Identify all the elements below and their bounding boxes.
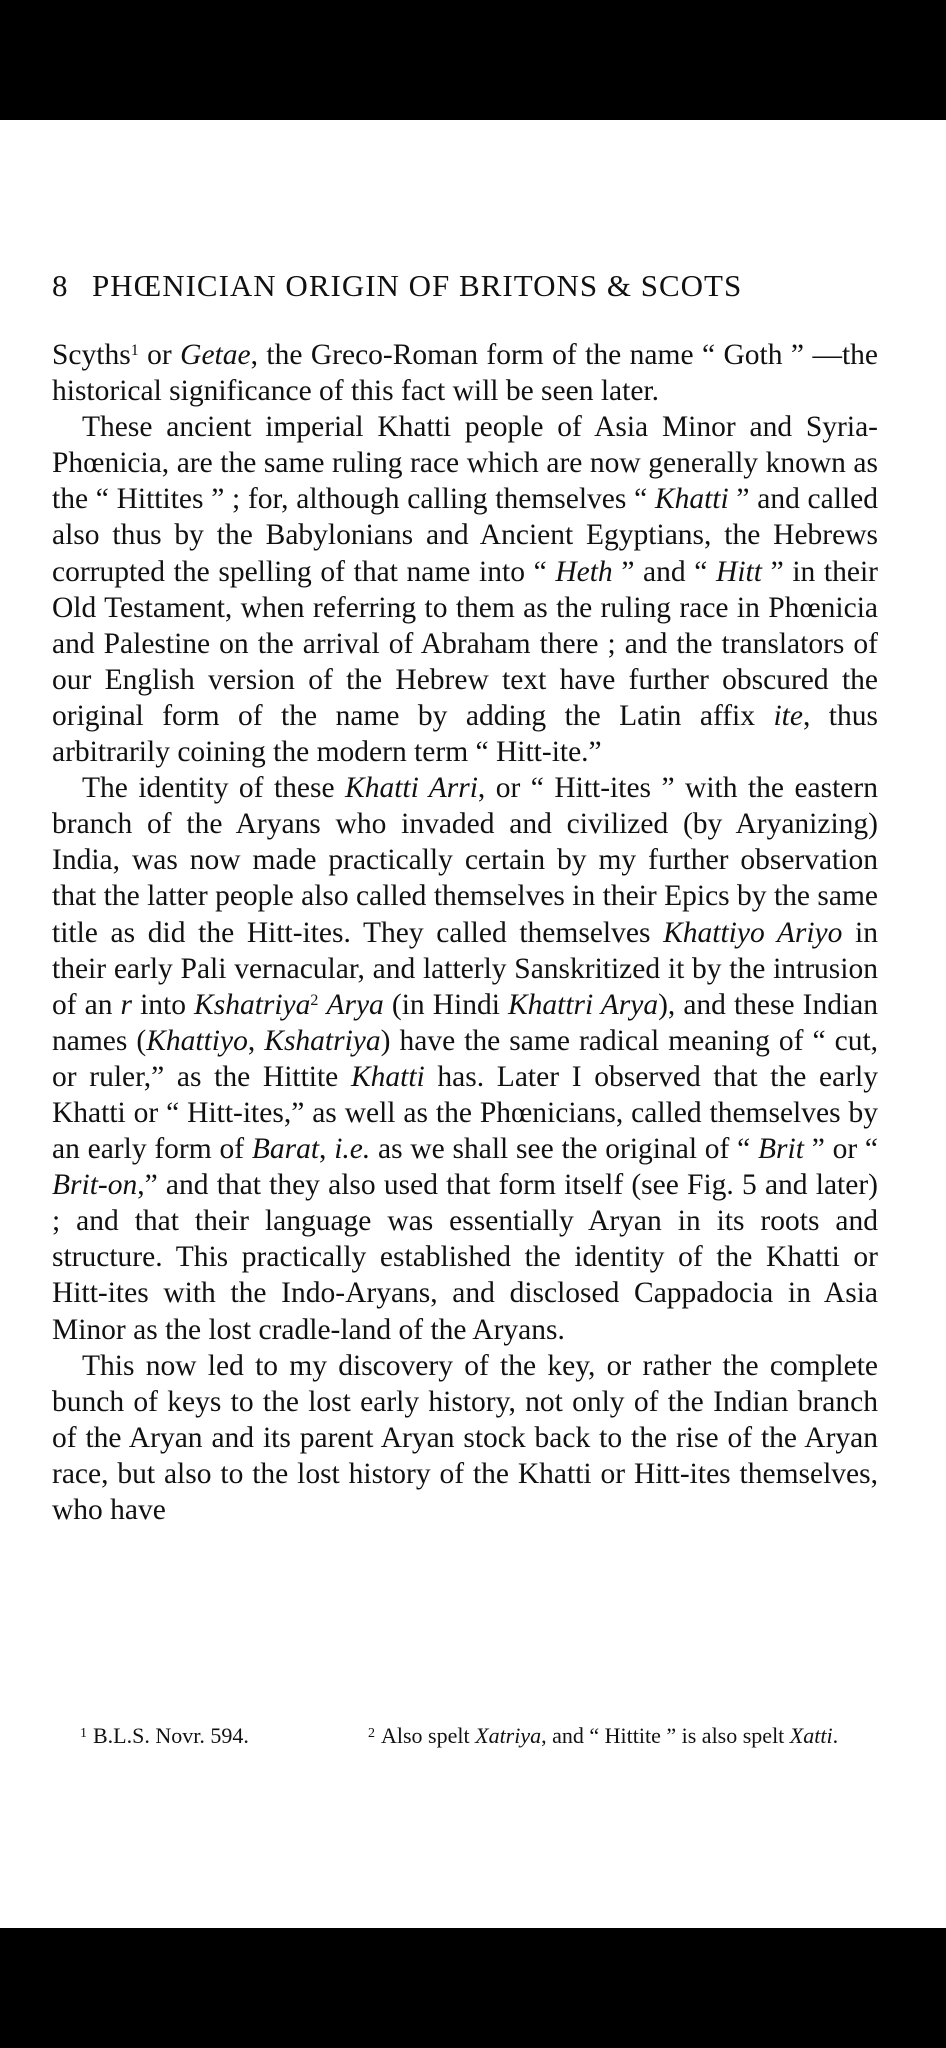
body-text [52, 337, 878, 1528]
footnote-marker: 2 [368, 1726, 375, 1741]
running-head [52, 268, 878, 304]
paragraph-3: The identity of these Khatti Arri, or “ Hitt-ites ” with the eastern branch of the Aryans who invaded and civilized (by Aryanizing) India, was now made practically certain by my further observation that the latter people also called themselves in their Epics by the same title as did the Hitt-ites. They called themselves Khattiyo Ariyo in their early Pali vernacular, and latterly Sanskritized it by the intrusion of an r into Kshatriya$^2$ Arya (in Hindi Khattri Arya), and these Indian names (Khattiyo, Kshatriya) have the same radical meaning of “ cut, or ruler,” as the Hittite Khatti has. Later I observed that the early Khatti or “ Hitt-ites,” as well as the Phœnicians, called themselves by an early form of Barat, i.e. as we shall see the original of “ Brit ” or “ Brit-on,” and that they also used that form itself (see Fig. 5 and later) ; and that their language was essentially Aryan in its roots and structure. This practically established the identity of the Khatti or Hitt-ites with the Indo-Aryans, and disclosed Cappadocia in Asia Minor as the lost cradle-land of the Aryans. [52, 772, 879, 1346]
running-title: PHŒNICIAN ORIGIN OF BRITONS & SCOTS [92, 268, 743, 303]
book-page [0, 120, 946, 1928]
footnote-text: B.L.S. Novr. 594. [93, 1723, 249, 1748]
footnote-marker: 1 [80, 1726, 87, 1741]
footnote-1 [52, 1720, 368, 1750]
footnote-text: Also spelt Xatriya, and “ Hittite ” is also spelt Xatti. [381, 1723, 839, 1748]
footnote-2 [368, 1723, 838, 1748]
paragraph-4: This now led to my discovery of the key, or rather the complete bunch of keys to the lost early history, not only of the Indian branch of the Aryan and its parent Aryan stock back to the rise of the Aryan race, but also to the lost history of the Khatti or Hitt-ites themselves, who have [52, 1349, 878, 1526]
footnotes [52, 1720, 878, 1750]
page-number: 8 [52, 268, 69, 303]
paragraph-2: These ancient imperial Khatti people of Asia Minor and Syria-Phœnicia, are the same ruling race which are now generally known as the “ Hittites ” ; for, although calling themselves “ Khatti ” and called also thus by the Babylonians and Ancient Egyptians, the Hebrews corrupted the spelling of that name into “ Heth ” and “ Hitt ” in their Old Testament, when referring to them as the ruling race in Phœnicia and Palestine on the arrival of Abraham there ; and the translators of our English version of the Hebrew text have further obscured the original form of the name by adding the Latin affix ite, thus arbitrarily coining the modern term “ Hitt-ite.” [52, 411, 878, 769]
paragraph-1: Scyths$^1$ or Getae, the Greco-Roman form of the name “ Goth ” —the historical significance of this fact will be seen later. [52, 339, 878, 408]
